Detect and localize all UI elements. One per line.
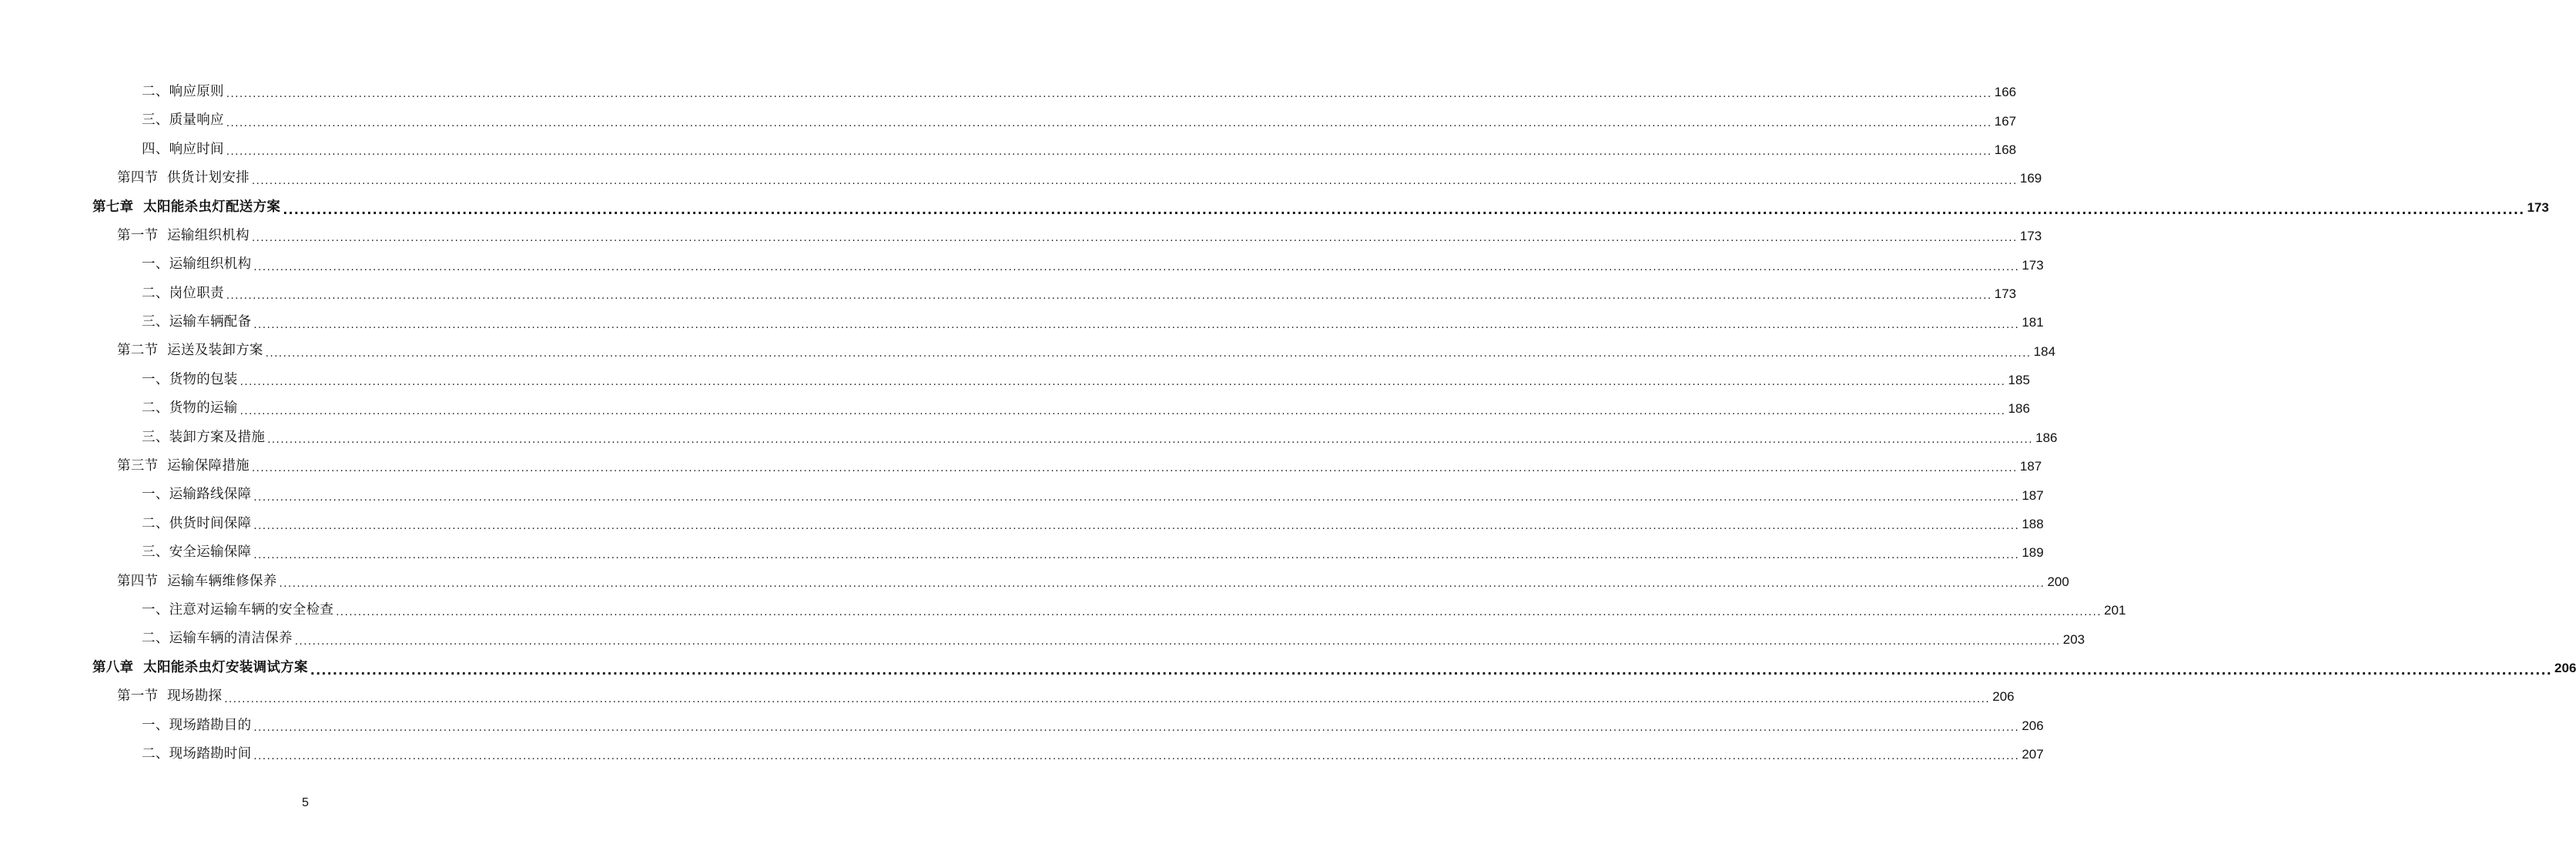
- toc-subsection-entry[interactable]: [0, 136, 2017, 164]
- toc-entry-page: 181: [2022, 315, 2044, 330]
- toc-entry-label: 一、货物的包装: [142, 371, 238, 387]
- toc-dot-leader: ................................................................................................................................................................................................................................................................................................................................................................................................................: [251, 463, 2018, 475]
- toc-entry-label: 四、响应时间: [142, 141, 224, 157]
- toc-dot-leader: ................................................................................................................................................................................................................................................................................................................................................................................................................: [253, 319, 2020, 331]
- toc-dot-leader: ................................................................................................................................................................................................................................................................................................................................................................................................................: [279, 578, 2045, 591]
- toc-entry-page: 166: [1994, 85, 2017, 100]
- toc-dot-leader: ................................................................................................................................................................................................................................................................................................................................................................................................................: [226, 89, 1992, 101]
- toc-entry-page: 173: [2022, 257, 2044, 273]
- toc-entry-label: 一、运输组织机构: [142, 256, 252, 273]
- toc-dot-leader: ................................................................................................................................................................................................................................................................................................................................................................................................................: [265, 347, 2032, 360]
- toc-entry-label: 二、货物的运输: [142, 400, 238, 417]
- toc-section-entry[interactable]: [0, 164, 2042, 193]
- toc-entry-page: 187: [2019, 459, 2042, 474]
- toc-section-entry[interactable]: [0, 337, 2056, 366]
- toc-entry-page: 186: [2008, 401, 2030, 417]
- toc-entry-page: 173: [2527, 199, 2549, 215]
- toc-dot-leader: ................................................................................................................................................................................................................................................................................................................................................................................................................: [226, 146, 1992, 159]
- toc-entry-label: 第四节 运输车辆维修保养: [117, 573, 277, 589]
- toc-entry-page: 185: [2008, 373, 2030, 388]
- toc-dot-leader: ................................................................................................................................................................................................................................................................................................................................................................................................................: [253, 549, 2020, 561]
- toc-chapter-entry[interactable]: [0, 193, 2549, 222]
- toc-subsection-entry[interactable]: [0, 712, 2044, 740]
- toc-subsection-entry[interactable]: [0, 250, 2044, 279]
- toc-entry-page: 169: [2019, 171, 2042, 186]
- toc-dot-leader: ................................................................................................................................................................................................................................................................................................................................................................................................................: [251, 233, 2018, 245]
- toc-section-entry[interactable]: [0, 222, 2042, 250]
- toc-entry-page: 173: [2019, 229, 2042, 244]
- toc-entry-page: 206: [2022, 718, 2044, 733]
- toc-entry-label: 第七章 太阳能杀虫灯配送方案: [92, 199, 281, 215]
- toc-dot-leader: ................................................................................................................................................................................................................................................................................................................................................................................................................: [336, 607, 2102, 619]
- toc-dot-leader: ................................................................................................................................................................................................................................................................................................................................................................................................................: [240, 405, 2006, 417]
- table-of-contents: [0, 78, 2576, 769]
- toc-dot-leader: ................................................................................................................................................................................................................................................................................................................................................................................................................: [253, 521, 2020, 533]
- toc-entry-page: 206: [2554, 661, 2576, 675]
- toc-entry-page: 167: [1994, 113, 2017, 129]
- page-number: 5: [302, 796, 309, 809]
- toc-subsection-entry[interactable]: [0, 308, 2044, 337]
- toc-dot-leader: ................................................................................................................................................................................................................................................................................................................................................................................................................: [240, 377, 2006, 389]
- toc-entry-label: 第三节 运输保障措施: [117, 458, 250, 474]
- toc-entry-page: 168: [1994, 142, 2017, 157]
- toc-entry-label: 二、岗位职责: [142, 285, 224, 301]
- toc-entry-label: 三、装卸方案及措施: [142, 429, 266, 445]
- toc-dot-leader: ................................................................................................................................................................................................................................................................................................................................................................................................................: [294, 635, 2061, 648]
- toc-subsection-entry[interactable]: [0, 625, 2085, 653]
- toc-entry-page: 207: [2022, 747, 2044, 762]
- toc-entry-label: 二、响应原则: [142, 83, 224, 99]
- toc-subsection-entry[interactable]: [0, 596, 2126, 625]
- toc-subsection-entry[interactable]: [0, 280, 2017, 308]
- toc-entry-page: 189: [2022, 545, 2044, 561]
- toc-subsection-entry[interactable]: [0, 740, 2044, 769]
- toc-entry-label: 第一节 运输组织机构: [117, 227, 250, 243]
- toc-subsection-entry[interactable]: [0, 78, 2017, 106]
- toc-entry-label: 二、现场踏勘时间: [142, 745, 252, 762]
- toc-dot-leader: ................................................................................................................................................................................................................................................................................................................................................................................................................: [226, 117, 1992, 129]
- toc-subsection-entry[interactable]: [0, 510, 2044, 538]
- toc-entry-page: 201: [2104, 603, 2126, 618]
- toc-section-entry[interactable]: [0, 568, 2069, 596]
- toc-entry-page: 184: [2033, 343, 2056, 359]
- toc-entry-page: 186: [2035, 430, 2058, 445]
- toc-entry-label: 一、运输路线保障: [142, 487, 252, 503]
- toc-entry-label: 一、注意对运输车辆的安全检查: [142, 601, 334, 618]
- toc-dot-leader: ................................................................................................................................................................................................................................................................................................................................................................................................................: [253, 491, 2020, 504]
- toc-dot-leader: ................................................................................................................................................................................................................................................................................................................................................................................................................: [224, 693, 1991, 705]
- toc-entry-page: 187: [2022, 487, 2044, 503]
- toc-entry-label: 二、供货时间保障: [142, 515, 252, 531]
- toc-dot-leader: ................................................................................................................................................................................................................................................................................................................................................................................................................: [226, 290, 1992, 303]
- toc-subsection-entry[interactable]: [0, 538, 2044, 567]
- toc-entry-label: 第四节 供货计划安排: [117, 170, 250, 186]
- toc-entry-label: 第一节 现场勘探: [117, 688, 223, 705]
- toc-dot-leader: ................................................................................................................................................................................................................................................................................................................................................................................................................: [283, 202, 2525, 217]
- toc-entry-page: 203: [2062, 631, 2085, 647]
- toc-entry-page: 188: [2022, 517, 2044, 532]
- toc-dot-leader: ................................................................................................................................................................................................................................................................................................................................................................................................................: [267, 434, 2034, 447]
- toc-entry-label: 三、质量响应: [142, 112, 224, 129]
- toc-entry-page: 200: [2047, 574, 2069, 589]
- toc-dot-leader: ................................................................................................................................................................................................................................................................................................................................................................................................................: [253, 722, 2020, 734]
- toc-subsection-entry[interactable]: [0, 394, 2030, 423]
- toc-section-entry[interactable]: [0, 682, 2015, 711]
- toc-entry-page: 173: [1994, 286, 2017, 301]
- toc-dot-leader: ................................................................................................................................................................................................................................................................................................................................................................................................................: [251, 175, 2018, 187]
- toc-entry-label: 二、运输车辆的清洁保养: [142, 631, 293, 647]
- toc-entry-label: 第八章 太阳能杀虫灯安装调试方案: [92, 659, 308, 675]
- toc-dot-leader: ................................................................................................................................................................................................................................................................................................................................................................................................................: [310, 663, 2553, 678]
- toc-chapter-entry[interactable]: [0, 654, 2576, 682]
- toc-subsection-entry[interactable]: [0, 106, 2017, 135]
- toc-section-entry[interactable]: [0, 452, 2042, 481]
- toc-subsection-entry[interactable]: [0, 366, 2030, 394]
- toc-dot-leader: ................................................................................................................................................................................................................................................................................................................................................................................................................: [253, 261, 2020, 273]
- toc-entry-page: 206: [1992, 689, 2015, 705]
- toc-entry-label: 三、安全运输保障: [142, 544, 252, 561]
- toc-entry-label: 三、运输车辆配备: [142, 314, 252, 330]
- toc-dot-leader: ................................................................................................................................................................................................................................................................................................................................................................................................................: [253, 751, 2020, 763]
- toc-entry-label: 第二节 运送及装卸方案: [117, 343, 263, 359]
- toc-subsection-entry[interactable]: [0, 424, 2058, 452]
- toc-subsection-entry[interactable]: [0, 481, 2044, 509]
- toc-entry-label: 一、现场踏勘目的: [142, 717, 252, 733]
